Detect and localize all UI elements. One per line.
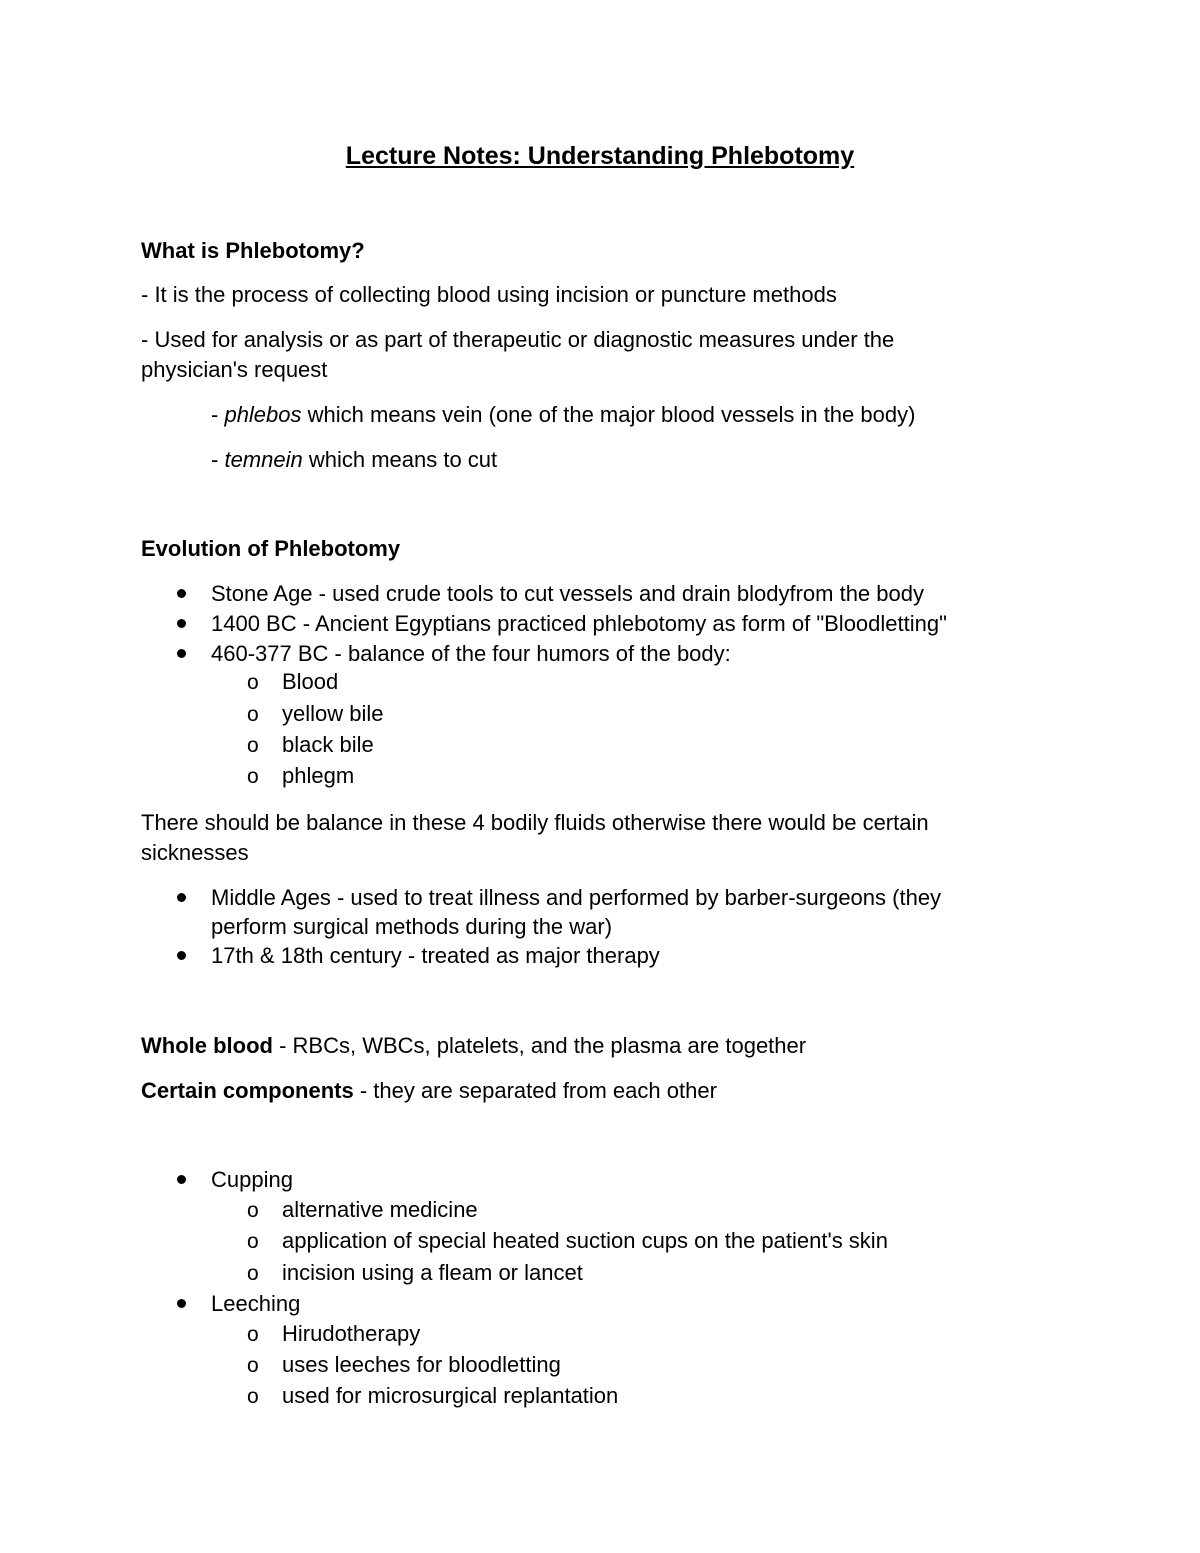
humor-item: Blood (282, 669, 339, 694)
method-sub-item: used for microsurgical replantation (282, 1383, 619, 1408)
method-item: Cupping (211, 1167, 293, 1192)
bullet (177, 951, 186, 960)
definition-line: - It is the process of collecting blood using incision or puncture methods (141, 282, 837, 307)
method-item: Leeching (211, 1291, 301, 1316)
sub-bullet: o (247, 1323, 259, 1346)
bullet (177, 649, 186, 658)
list-item: 17th & 18th century - treated as major therapy (211, 943, 660, 968)
balance-note: There should be balance in these 4 bodily fluids otherwise there would be certain (141, 810, 929, 835)
page-title: Lecture Notes: Understanding Phlebotomy (345, 142, 855, 170)
list-item: 1400 BC - Ancient Egyptians practiced phlebotomy as form of "Bloodletting" (211, 611, 947, 636)
method-sub-item: incision using a fleam or lancet (282, 1260, 583, 1285)
sub-bullet: o (247, 1199, 259, 1222)
section-heading-what: What is Phlebotomy? (141, 238, 365, 263)
humor-item: black bile (282, 732, 374, 757)
components-line: Certain components - they are separated from each other (141, 1078, 717, 1103)
sub-bullet: o (247, 671, 259, 694)
list-item: Stone Age - used crude tools to cut vessels and drain blodyfrom the body (211, 581, 924, 606)
bullet (177, 1175, 186, 1184)
bullet (177, 589, 186, 598)
sub-bullet: o (247, 765, 259, 788)
sub-bullet: o (247, 1385, 259, 1408)
etymology-phlebos: - phlebos which means vein (one of the major blood vessels in the body) (211, 402, 916, 427)
humor-item: yellow bile (282, 701, 384, 726)
usage-line-cont: physician's request (141, 357, 328, 382)
humor-item: phlegm (282, 763, 355, 788)
bullet (177, 1299, 186, 1308)
sub-bullet: o (247, 1230, 259, 1253)
whole-blood-line: Whole blood - RBCs, WBCs, platelets, and the plasma are together (141, 1033, 807, 1058)
usage-line: - Used for analysis or as part of therapeutic or diagnostic measures under the (141, 327, 895, 352)
sub-bullet: o (247, 1262, 259, 1285)
etymology-temnein: - temnein which means to cut (211, 447, 498, 472)
list-item-cont: perform surgical methods during the war) (211, 914, 613, 939)
method-sub-item: uses leeches for bloodletting (282, 1352, 561, 1377)
method-sub-item: application of special heated suction cups on the patient's skin (282, 1228, 888, 1253)
method-sub-item: Hirudotherapy (282, 1321, 421, 1346)
list-item: 460-377 BC - balance of the four humors of the body: (211, 641, 731, 666)
method-sub-item: alternative medicine (282, 1197, 478, 1222)
sub-bullet: o (247, 734, 259, 757)
section-heading-evolution: Evolution of Phlebotomy (141, 536, 401, 561)
bullet (177, 893, 186, 902)
sub-bullet: o (247, 1354, 259, 1377)
list-item: Middle Ages - used to treat illness and performed by barber-surgeons (they (211, 885, 942, 910)
bullet (177, 619, 186, 628)
balance-note-cont: sicknesses (141, 840, 249, 865)
sub-bullet: o (247, 703, 259, 726)
